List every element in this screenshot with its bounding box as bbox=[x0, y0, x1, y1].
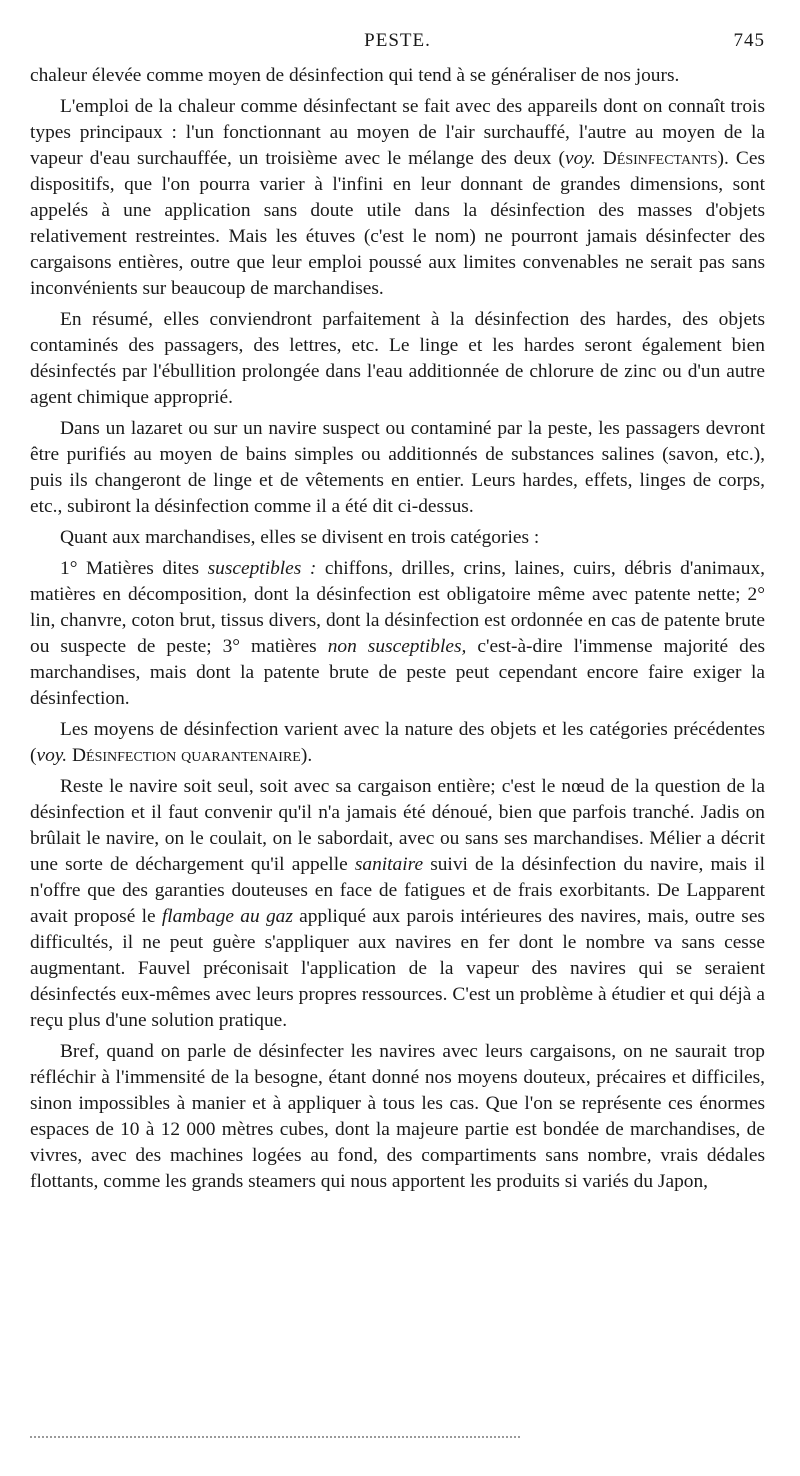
small-caps-text: Désinfection quarantenaire bbox=[72, 745, 301, 766]
running-head: PESTE. bbox=[364, 30, 431, 51]
paragraph bbox=[30, 774, 765, 1034]
text-run: L'emploi de la chaleur comme désinfectant se fait avec des appareils dont on connaît trois types principaux : l'un fonctionnant au moyen de l'air surchauffé, l'autre au moyen de la vapeur d'eau surchauffée, un troisième avec le mélange des deux ( bbox=[30, 96, 765, 169]
text-run: appliqué aux parois intérieures des navires, mais, outre ses difficultés, il ne peut guère s'appliquer aux navires en fer dont le nombre va sans cesse augmentant. Fauvel préconisait l'application de la vapeur des navires qui se seraient désinfectés eux-mêmes avec leurs propres ressources. C'est un problème à étudier et qui déjà a reçu plus d'une solution pratique. bbox=[30, 906, 765, 1031]
paragraph bbox=[30, 556, 765, 712]
text-run: Quant aux marchandises, elles se divisent en trois catégories : bbox=[60, 527, 540, 548]
text-run: 1° Matières dites bbox=[60, 558, 208, 579]
small-caps-text: Désinfectants bbox=[602, 148, 718, 169]
text-run: chiffons, drilles, crins, laines, cuirs, débris d'animaux, matières en décomposition, dont la désinfection est obligatoire même avec patente nette; 2° lin, chanvre, coton brut, tissus divers, dont la désinfection est ordonnée en cas de patente brute ou suspecte de peste; 3° matières bbox=[30, 558, 765, 657]
text-run: Reste le navire soit seul, soit avec sa cargaison entière; c'est le nœud de la question de la désinfection et il faut convenir qu'il n'a jamais été dénoué, bien que parfois tranché. Jadis on brûlait le navire, on le coulait, on le sabordait, avec ou sans ses marchandises. Mélier a décrit une sorte de déchargement qu'il appelle bbox=[30, 776, 765, 875]
body-text bbox=[30, 63, 765, 1195]
footer-rule bbox=[30, 1436, 520, 1438]
text-run: c'est-à-dire l'immense majorité des marchandises, mais dont la patente brute de peste peut cependant encore faire exiger la désinfection. bbox=[30, 636, 765, 709]
page-number: 745 bbox=[733, 30, 765, 51]
paragraph bbox=[30, 416, 765, 520]
italic-text: susceptibles : bbox=[207, 558, 317, 579]
text-run bbox=[596, 148, 603, 169]
text-run: Dans un lazaret ou sur un navire suspect ou contaminé par la peste, les passagers devront être purifiés au moyen de bains simples ou additionnés de substances salines (savon, etc.), puis ils changeront de linge et de vêtements en entier. Leurs hardes, effets, linges de corps, etc., subiront la désinfection comme il a été dit ci-dessus. bbox=[30, 418, 765, 517]
text-run: ). bbox=[300, 745, 313, 766]
text-run: En résumé, elles conviendront parfaitement à la désinfection des hardes, des objets contaminés des passagers, des lettres, etc. Le linge et les hardes seront également bien désinfectés par l'ébullition prolongée dans l'eau additionnée de chlorure de zinc ou d'un autre agent chimique approprié. bbox=[30, 309, 765, 408]
paragraph bbox=[30, 63, 765, 89]
italic-text: non susceptibles, bbox=[327, 636, 467, 657]
text-run: ). Ces dispositifs, que l'on pourra varier à l'infini en leur donnant de grandes dimensions, sont appelés à une application sans doute utile dans la désinfection des masses d'objets relativement restreintes. Mais les étuves (c'est le nom) ne pourront jamais désinfecter des cargaisons entières, outre que leur emploi poussé aux limites convenables ne serait pas sans inconvénients sur beaucoup de marchandises. bbox=[30, 148, 765, 299]
paragraph bbox=[30, 1039, 765, 1195]
paragraph bbox=[30, 307, 765, 411]
page-header bbox=[30, 30, 765, 54]
text-run: Les moyens de désinfection varient avec la nature des objets et les catégories précédentes ( bbox=[30, 719, 765, 766]
paragraph bbox=[30, 525, 765, 551]
text-run: chaleur élevée comme moyen de désinfection qui tend à se généraliser de nos jours. bbox=[30, 65, 680, 86]
text-run: Bref, quand on parle de désinfecter les navires avec leurs cargaisons, on ne saurait trop réfléchir à l'immensité de la besogne, étant donné nos moyens douteux, précaires et difficiles, sinon impossibles à manier et à appliquer à tous les cas. Que l'on se représente ces énormes espaces de 10 à 12 000 mètres cubes, dont la majeure partie est bondée de marchandises, de vivres, avec des machines logées au fond, des compartiments sans nombre, vrais dédales flottants, comme les grands steamers qui nous apportent les produits si variés du Japon, bbox=[30, 1041, 765, 1192]
text-run: suivi de la désinfection du navire, mais il n'offre que des garanties douteuses en face de fatigues et de frais exorbitants. De Lapparent avait proposé le bbox=[30, 854, 765, 927]
italic-text: sanitaire bbox=[354, 854, 424, 875]
italic-text: voy. bbox=[565, 148, 596, 169]
italic-text: voy. bbox=[36, 745, 68, 766]
paragraph bbox=[30, 94, 765, 302]
italic-text: flambage au gaz bbox=[161, 906, 293, 927]
paragraph bbox=[30, 717, 765, 769]
